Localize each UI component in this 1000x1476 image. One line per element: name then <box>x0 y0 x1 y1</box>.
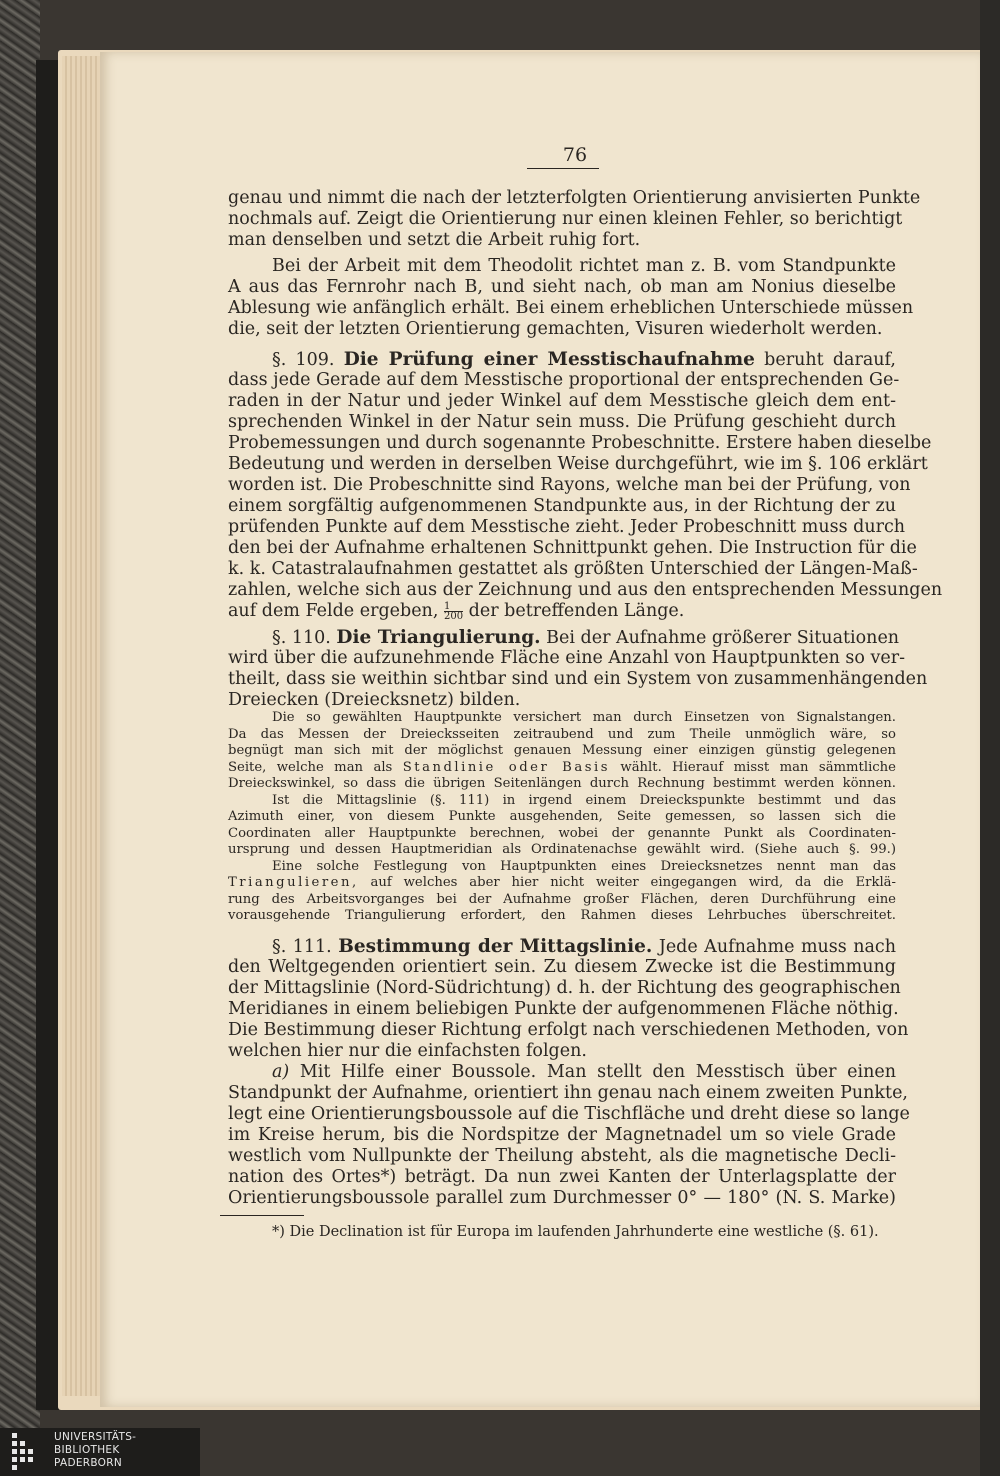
text-line: man denselben und setzt die Arbeit ruhig fort. <box>228 230 641 250</box>
logo-line: PADERBORN <box>54 1457 122 1469</box>
fraction <box>444 602 463 621</box>
marbled-cover <box>0 0 40 1476</box>
text-line: dass jede Gerade auf dem Messtische proportional der entsprechenden Ge- <box>228 370 900 390</box>
text-line: Probemessungen und durch sogenannte Probeschnitte. Erstere haben dieselbe <box>228 433 932 453</box>
text-line <box>228 1062 896 1083</box>
small-text-line: Eine solche Festlegung von Hauptpunkten eines Dreiecksnetzes nennt man das <box>272 858 896 874</box>
section-number: §. 110. <box>272 628 331 648</box>
page-number-rule <box>527 168 599 169</box>
paragraph-theodolit <box>228 256 914 340</box>
small-text-line: vorausgehende Triangulierung erfordert, den Rahmen dieses Lehrbuches überschreitet. <box>228 908 896 923</box>
text-line: Dreiecken (Dreiecksnetz) bilden. <box>228 690 521 710</box>
text-fragment: beruht darauf, <box>764 350 896 370</box>
library-logo-icon <box>10 1431 40 1471</box>
section-heading-line <box>228 349 896 370</box>
section-heading-line <box>228 627 900 648</box>
text-line: worden ist. Die Probeschnitte sind Rayons, welche man bei der Prüfung, von <box>228 475 911 495</box>
small-text-line: Coordinaten aller Hauptpunkte berechnen, wobei der genannte Punkt als Coordinaten- <box>228 825 896 841</box>
text-line: zahlen, welche sich aus der Zeichnung und aus den entsprechenden Messungen <box>228 580 943 600</box>
text-line: den Weltgegenden orientiert sein. Zu diesem Zwecke ist die Bestimmung <box>228 957 896 977</box>
text-line: k. k. Catastralaufnahmen gestattet als größten Unterschied der Längen-Maß- <box>228 559 918 579</box>
section-109 <box>228 349 943 622</box>
text-line: theilt, dass sie weithin sichtbar sind und ein System von zusammenhängenden <box>228 669 928 689</box>
footnote: *) Die Declination ist für Europa im laufenden Jahrhunderte eine westliche (§. 61). <box>272 1224 879 1240</box>
section-number: §. 109. <box>272 350 335 370</box>
small-text-line <box>228 760 896 777</box>
text-line: den bei der Aufnahme erhaltenen Schnittpunkt gehen. Die Instruction für die <box>228 538 917 558</box>
page-edges <box>62 56 102 1396</box>
text-line: Bei der Arbeit mit dem Theodolit richtet man z. B. vom Standpunkte <box>272 256 896 276</box>
text-line: westlich vom Nullpunkte der Theilung absteht, als die magnetische Decli- <box>228 1146 896 1166</box>
spaced-term: Triangulieren, <box>228 875 359 890</box>
text-line: nochmals auf. Zeigt die Orientierung nur einen kleinen Fehler, so berichtigt <box>228 209 903 229</box>
text-line: Meridianes in einem beliebigen Punkte der aufgenommenen Fläche nöthig. <box>228 999 899 1019</box>
section-heading-line <box>228 936 896 957</box>
page-number: 76 <box>562 144 588 166</box>
spaced-term: Standlinie oder Basis <box>402 759 610 775</box>
text-fragment: Jede Aufnahme muss nach <box>658 937 896 957</box>
text-fragment: auf dem Felde ergeben, <box>228 601 439 621</box>
small-text-line: Da das Messen der Dreiecksseiten zeitraubend und zum Theile unmöglich wäre, so <box>228 726 896 742</box>
text-line: nation des Ortes*) beträgt. Da nun zwei Kanten der Unterlagsplatte der <box>228 1167 896 1187</box>
text-line: sprechenden Winkel in der Natur sein muss. Die Prüfung geschieht durch <box>228 412 896 432</box>
text-line: der Mittagslinie (Nord-Südrichtung) d. h. der Richtung des geographischen <box>228 978 901 998</box>
text-line: Orientierungsboussole parallel zum Durchmesser 0° — 180° (N. S. Marke) <box>228 1188 896 1208</box>
section-title: Die Triangulierung. <box>336 627 541 648</box>
text-fragment: Seite, welche man als <box>228 759 393 775</box>
text-fragment: auf welches aber hier nicht weiter eingegangen wird, da die Erklä- <box>370 875 896 890</box>
text-fragment: Mit Hilfe einer Boussole. Man stellt den Messtisch über einen <box>299 1062 896 1082</box>
small-text-line: Ist die Mittagslinie (§. 111) in irgend einem Dreieckspunkte bestimmt und das <box>272 792 896 808</box>
section-title: Die Prüfung einer Messtischaufnahme <box>343 349 755 370</box>
text-line: Ablesung wie anfänglich erhält. Bei einem erheblichen Unterschiede müssen <box>228 298 914 318</box>
logo-line: BIBLIOTHEK <box>54 1444 120 1456</box>
library-logo-text <box>54 1431 194 1470</box>
paragraph-a-boussole <box>228 1062 910 1209</box>
section-title: Bestimmung der Mittagslinie. <box>338 936 653 957</box>
text-line: legt eine Orientierungsboussole auf die Tischfläche und dreht diese so lange <box>228 1104 910 1124</box>
small-text-line: Azimuth einer, von diesem Punkte ausgehenden, Seite gemessen, so lassen sich die <box>228 809 896 824</box>
text-line: einem sorgfältig aufgenommenen Standpunkte aus, in der Richtung der zu <box>228 496 896 516</box>
text-line: prüfenden Punkte auf dem Messtische zieht. Jeder Probeschnitt muss durch <box>228 517 906 537</box>
text-line: wird über die aufzunehmende Fläche eine Anzahl von Hauptpunkten so ver- <box>228 648 906 668</box>
logo-line: UNIVERSITÄTS- <box>54 1431 137 1443</box>
text-line: welchen hier nur die einfachsten folgen. <box>228 1041 587 1061</box>
text-line: Die Bestimmung dieser Richtung erfolgt nach verschiedenen Methoden, von <box>228 1020 909 1040</box>
text-line: im Kreise herum, bis die Nordspitze der Magnetnadel um so viele Grade <box>228 1125 896 1145</box>
small-text-line: begnügt man sich mit der möglichst genauen Messung einer einzigen günstig gelegenen <box>228 743 896 758</box>
text-line: Bedeutung und werden in derselben Weise durchgeführt, wie im §. 106 erklärt <box>228 454 928 474</box>
text-line: A aus das Fernrohr nach B, und sieht nach, ob man am Nonius dieselbe <box>228 277 896 297</box>
section-111 <box>228 936 909 1062</box>
text-fragment: der betreffenden Länge. <box>468 601 685 621</box>
small-text-line: ursprung und dessen Hauptmeridian als Ordinatenachse gewählt wird. (Siehe auch §. 99.) <box>228 842 896 857</box>
paragraph-continuation <box>228 188 921 251</box>
section-number: §. 111. <box>272 937 332 957</box>
scan-margin-right <box>980 0 1000 1476</box>
text-line: raden in der Natur und jeder Winkel auf dem Messtische gleich dem ent- <box>228 391 896 411</box>
small-text-line: Die so gewählten Hauptpunkte versichert man durch Einsetzen von Signalstangen. <box>272 710 896 725</box>
text-line: die, seit der letzten Orientierung gemachten, Visuren wiederholt werden. <box>228 319 883 339</box>
footnote-rule <box>220 1215 304 1216</box>
section-110 <box>228 627 928 711</box>
text-line: Standpunkt der Aufnahme, orientiert ihn genau nach einem zweiten Punkte, <box>228 1083 908 1103</box>
text-fragment: Bei der Aufnahme größerer Situationen <box>546 628 900 648</box>
text-line: genau und nimmt die nach der letzterfolgten Orientierung anvisierten Punkte <box>228 188 921 208</box>
fraction-denominator: 200 <box>443 611 464 622</box>
text-line <box>228 601 896 622</box>
small-text-line: Dreieckswinkel, so dass die übrigen Seitenlängen durch Rechnung bestimmt werden können. <box>228 776 896 791</box>
small-text-line: rung des Arbeitsvorganges bei der Aufnahme großer Flächen, deren Durchführung eine <box>228 891 896 907</box>
fraction-numerator: 1 <box>443 601 451 612</box>
text-fragment: wählt. Hierauf misst man sämmtliche <box>620 759 896 775</box>
small-print-block <box>228 710 896 925</box>
small-text-line <box>228 875 896 892</box>
item-label: a) <box>272 1062 290 1082</box>
